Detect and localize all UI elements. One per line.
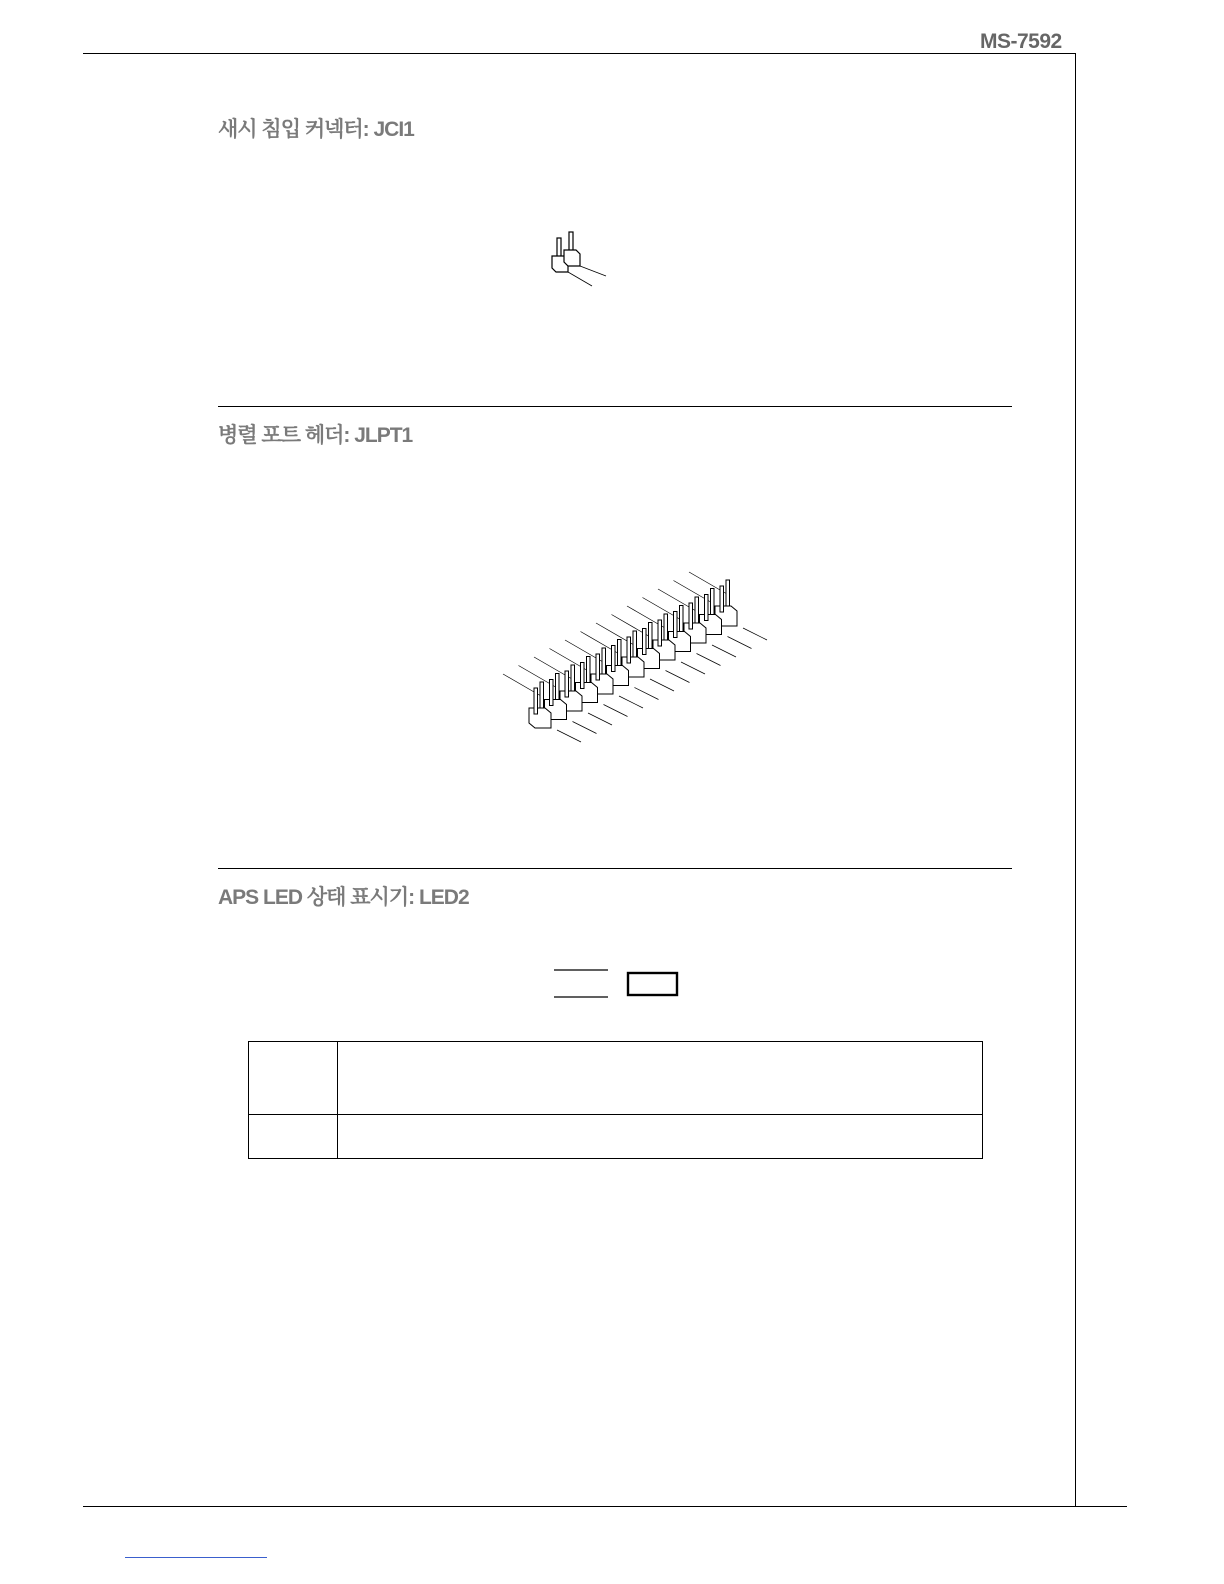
jlpt1-header-diagram <box>495 590 775 760</box>
model-number: MS-7592 <box>980 30 1062 53</box>
header-pin <box>643 629 647 655</box>
header-pin <box>705 595 709 621</box>
pin-leader-line <box>635 688 659 700</box>
pin-leader-line <box>743 628 767 640</box>
right-margin-rule <box>1075 53 1076 1507</box>
pin-leader-line <box>619 696 643 708</box>
section-title-jci1: 새시 침입 커넥터: JCI1 <box>218 118 414 141</box>
pin-leader-line <box>681 662 705 674</box>
header-pin <box>612 646 616 672</box>
led2-indicator-diagram <box>552 968 682 1002</box>
led-symbol-icon <box>628 973 677 995</box>
header-pin <box>565 671 569 697</box>
footer-link-underline <box>125 1557 267 1558</box>
pin-leader-line <box>728 637 752 649</box>
header-base <box>529 708 551 728</box>
header-pin <box>695 597 699 623</box>
table-row <box>249 1042 982 1115</box>
header-pin <box>550 680 554 706</box>
header-pin <box>711 589 715 615</box>
table-cell-label <box>249 1042 338 1114</box>
pin-leader-line <box>588 713 612 725</box>
table-cell-label <box>249 1115 338 1158</box>
header-pin <box>674 612 678 638</box>
header-pin <box>596 654 600 680</box>
table-cell-desc <box>338 1042 982 1114</box>
header-pin <box>581 663 585 689</box>
header-pin <box>658 620 662 646</box>
header-pin <box>587 657 591 683</box>
section-divider-2 <box>218 868 1012 869</box>
pin-leader-line <box>666 671 690 683</box>
pin-leader-line <box>573 722 597 734</box>
header-pin <box>649 623 653 649</box>
section-title-led2: APS LED 상태 표시기: LED2 <box>218 886 469 909</box>
header-pin <box>618 640 622 666</box>
header-pin <box>680 606 684 632</box>
pin-leader-line <box>697 654 721 666</box>
pin-leader-line <box>557 730 581 742</box>
led-status-table <box>248 1041 983 1159</box>
header-pin <box>571 665 575 691</box>
header-pin <box>534 688 538 714</box>
pin-leader-line <box>712 645 736 657</box>
header-pin <box>720 586 724 612</box>
section-title-jlpt1: 병렬 포트 헤더: JLPT1 <box>218 424 413 447</box>
header-pin <box>689 603 693 629</box>
table-cell-desc <box>338 1115 982 1158</box>
header-pin <box>633 631 637 657</box>
section-divider-1 <box>218 406 1012 407</box>
footer-rule <box>83 1506 1127 1507</box>
pin-leader-line <box>650 679 674 691</box>
header-pin <box>602 648 606 674</box>
header-pin <box>627 637 631 663</box>
header-pin <box>556 674 560 700</box>
header-pin <box>664 614 668 640</box>
table-row <box>249 1115 982 1158</box>
header-pin <box>726 580 730 606</box>
pin-leader-line <box>604 705 628 717</box>
jci1-connector-diagram <box>540 228 620 298</box>
header-rule <box>83 53 1076 54</box>
header-pin <box>540 682 544 708</box>
